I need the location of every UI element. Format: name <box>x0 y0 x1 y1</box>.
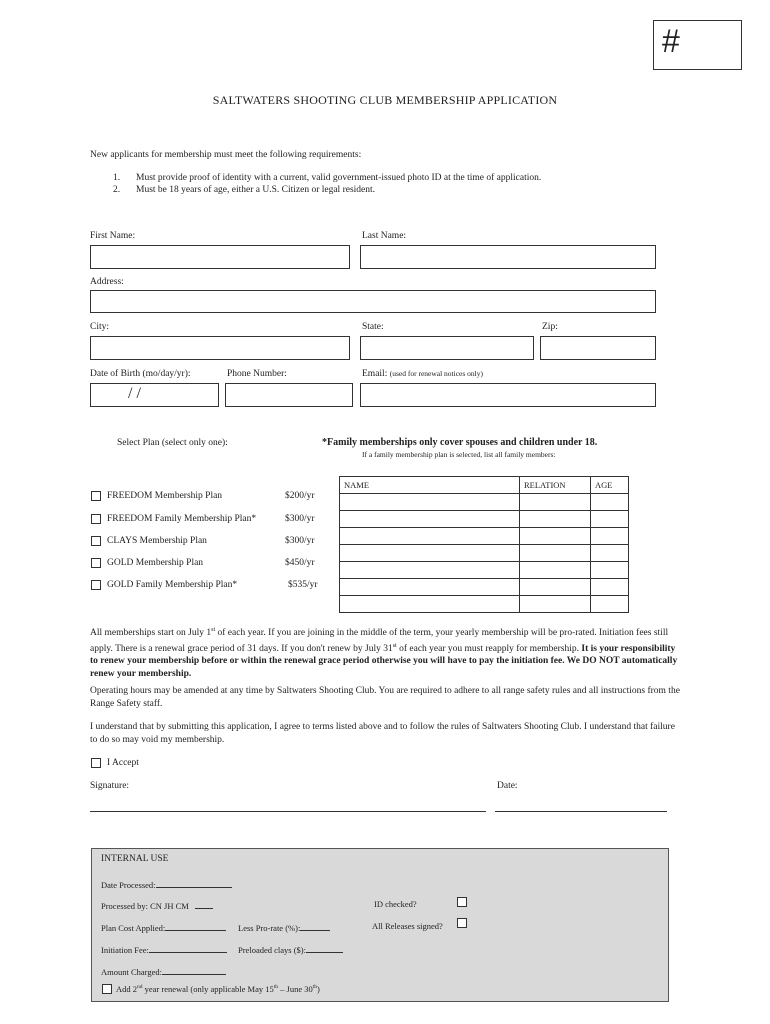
dob-field[interactable] <box>90 383 219 407</box>
id-checked-checkbox[interactable] <box>457 897 467 907</box>
plan-label: GOLD Family Membership Plan* <box>107 580 238 590</box>
plan-heading: Select Plan (select only one): <box>117 438 228 448</box>
signature-label: Signature: <box>90 781 130 791</box>
renewal-checkbox[interactable] <box>102 984 112 994</box>
last-name-label: Last Name: <box>362 231 407 241</box>
age-cell[interactable] <box>591 579 629 596</box>
relation-cell[interactable] <box>520 528 591 545</box>
table-row <box>340 494 629 511</box>
city-field[interactable] <box>90 336 350 360</box>
preloaded-clays-field[interactable]: Preloaded clays ($): <box>238 943 343 955</box>
column-header-name: NAME <box>340 477 520 494</box>
column-header-age: AGE <box>591 477 629 494</box>
relation-cell[interactable] <box>520 511 591 528</box>
name-cell[interactable] <box>340 545 520 562</box>
email-note: (used for renewal notices only) <box>389 369 484 378</box>
table-row <box>340 545 629 562</box>
plan-checkbox[interactable] <box>91 491 101 501</box>
phone-field[interactable] <box>225 383 353 407</box>
plan-checkbox[interactable] <box>91 536 101 546</box>
name-cell[interactable] <box>340 579 520 596</box>
email-label-text: Email: <box>362 369 388 379</box>
city-label: City: <box>90 322 110 332</box>
zip-label: Zip: <box>542 322 558 332</box>
internal-use-section <box>91 848 669 1002</box>
requirement-text: Must be 18 years of age, either a U.S. Citizen or legal resident. <box>136 185 376 195</box>
plan-price: $450/yr <box>285 558 315 568</box>
age-cell[interactable] <box>591 596 629 613</box>
address-field[interactable] <box>90 290 656 313</box>
table-row <box>340 596 629 613</box>
table-header-row <box>340 477 629 494</box>
membership-terms-paragraph: All memberships start on July 1st of each year. If you are joining in the middle of the term, your yearly membership will be pro-rated. Initiation fees still apply. There is a renewal grace period of 31 days. If you don't renew by July 31st of each year you must reapply for membership. It is your responsibility to renew your membership before or within the renewal grace period otherwise you will have to pay the initiation fee. We DO NOT automatically renew your membership. <box>90 627 678 679</box>
plan-checkbox[interactable] <box>91 558 101 568</box>
amount-charged-field[interactable]: Amount Charged: <box>101 965 226 977</box>
table-row <box>340 528 629 545</box>
all-releases-checkbox[interactable] <box>457 918 467 928</box>
plan-label: GOLD Membership Plan <box>107 558 204 568</box>
last-name-field[interactable] <box>360 245 656 269</box>
email-field[interactable] <box>360 383 656 407</box>
name-cell[interactable] <box>340 528 520 545</box>
first-name-label: First Name: <box>90 231 136 241</box>
less-prorate-field[interactable]: Less Pro-rate (%): <box>238 921 330 933</box>
relation-cell[interactable] <box>520 562 591 579</box>
plan-price: $300/yr <box>285 536 315 546</box>
form-number-box[interactable] <box>653 20 742 70</box>
age-cell[interactable] <box>591 528 629 545</box>
email-label <box>362 369 483 379</box>
dob-label: Date of Birth (mo/day/yr): <box>90 369 191 379</box>
name-cell[interactable] <box>340 511 520 528</box>
id-checked-label: ID checked? <box>374 899 417 909</box>
name-cell[interactable] <box>340 596 520 613</box>
plan-price: $200/yr <box>285 491 315 501</box>
plan-checkbox[interactable] <box>91 580 101 590</box>
relation-cell[interactable] <box>520 596 591 613</box>
phone-label: Phone Number: <box>227 369 287 379</box>
table-row <box>340 579 629 596</box>
processed-by-field[interactable]: Processed by: CN JH CM <box>101 899 213 911</box>
plan-label: FREEDOM Membership Plan <box>107 491 223 501</box>
column-header-relation: RELATION <box>520 477 591 494</box>
hash-symbol: # <box>662 23 680 59</box>
plan-label: CLAYS Membership Plan <box>107 536 207 546</box>
zip-field[interactable] <box>540 336 656 360</box>
all-releases-label: All Releases signed? <box>372 921 443 931</box>
requirements-intro: New applicants for membership must meet the following requirements: <box>90 150 362 160</box>
family-subnote: If a family membership plan is selected, list all family members: <box>362 450 556 459</box>
requirement-number: 1. <box>113 173 121 183</box>
plan-label: FREEDOM Family Membership Plan* <box>107 514 257 524</box>
renewal-label: Add 2nd year renewal (only applicable May 15th – June 30th) <box>116 984 320 994</box>
plan-checkbox[interactable] <box>91 514 101 524</box>
dob-separators: / / <box>128 385 141 402</box>
age-cell[interactable] <box>591 511 629 528</box>
requirement-text: Must provide proof of identity with a current, valid government-issued photo ID at the time of application. <box>136 173 542 183</box>
date-processed-field[interactable]: Date Processed: <box>101 878 232 890</box>
agreement-paragraph: I understand that by submitting this application, I agree to terms listed above and to follow the rules of Saltwaters Shooting Club. I understand that failure to do so may void my membership. <box>90 722 675 745</box>
age-cell[interactable] <box>591 562 629 579</box>
signature-line[interactable] <box>90 811 486 812</box>
operating-hours-paragraph: Operating hours may be amended at any time by Saltwaters Shooting Club. You are required to adhere to all range safety rules and all instructions from the Range Safety staff. <box>90 686 680 709</box>
age-cell[interactable] <box>591 494 629 511</box>
address-label: Address: <box>90 277 124 287</box>
family-members-table <box>339 476 629 613</box>
relation-cell[interactable] <box>520 494 591 511</box>
table-row <box>340 511 629 528</box>
relation-cell[interactable] <box>520 545 591 562</box>
plan-cost-field[interactable]: Plan Cost Applied: <box>101 921 226 933</box>
first-name-field[interactable] <box>90 245 350 269</box>
date-line[interactable] <box>495 811 667 812</box>
accept-checkbox[interactable] <box>91 758 101 768</box>
date-label: Date: <box>497 781 518 791</box>
initiation-fee-field[interactable]: Initiation Fee: <box>101 943 227 955</box>
family-note: *Family memberships only cover spouses and children under 18. <box>322 437 598 448</box>
state-field[interactable] <box>360 336 534 360</box>
table-row <box>340 562 629 579</box>
age-cell[interactable] <box>591 545 629 562</box>
plan-price: $535/yr <box>288 580 318 590</box>
page-title: SALTWATERS SHOOTING CLUB MEMBERSHIP APPLICATION <box>212 93 558 107</box>
internal-use-title: INTERNAL USE <box>101 854 169 864</box>
name-cell[interactable] <box>340 562 520 579</box>
accept-label: I Accept <box>107 758 139 768</box>
plan-price: $300/yr <box>285 514 315 524</box>
name-cell[interactable] <box>340 494 520 511</box>
state-label: State: <box>362 322 384 332</box>
requirement-number: 2. <box>113 185 121 195</box>
relation-cell[interactable] <box>520 579 591 596</box>
